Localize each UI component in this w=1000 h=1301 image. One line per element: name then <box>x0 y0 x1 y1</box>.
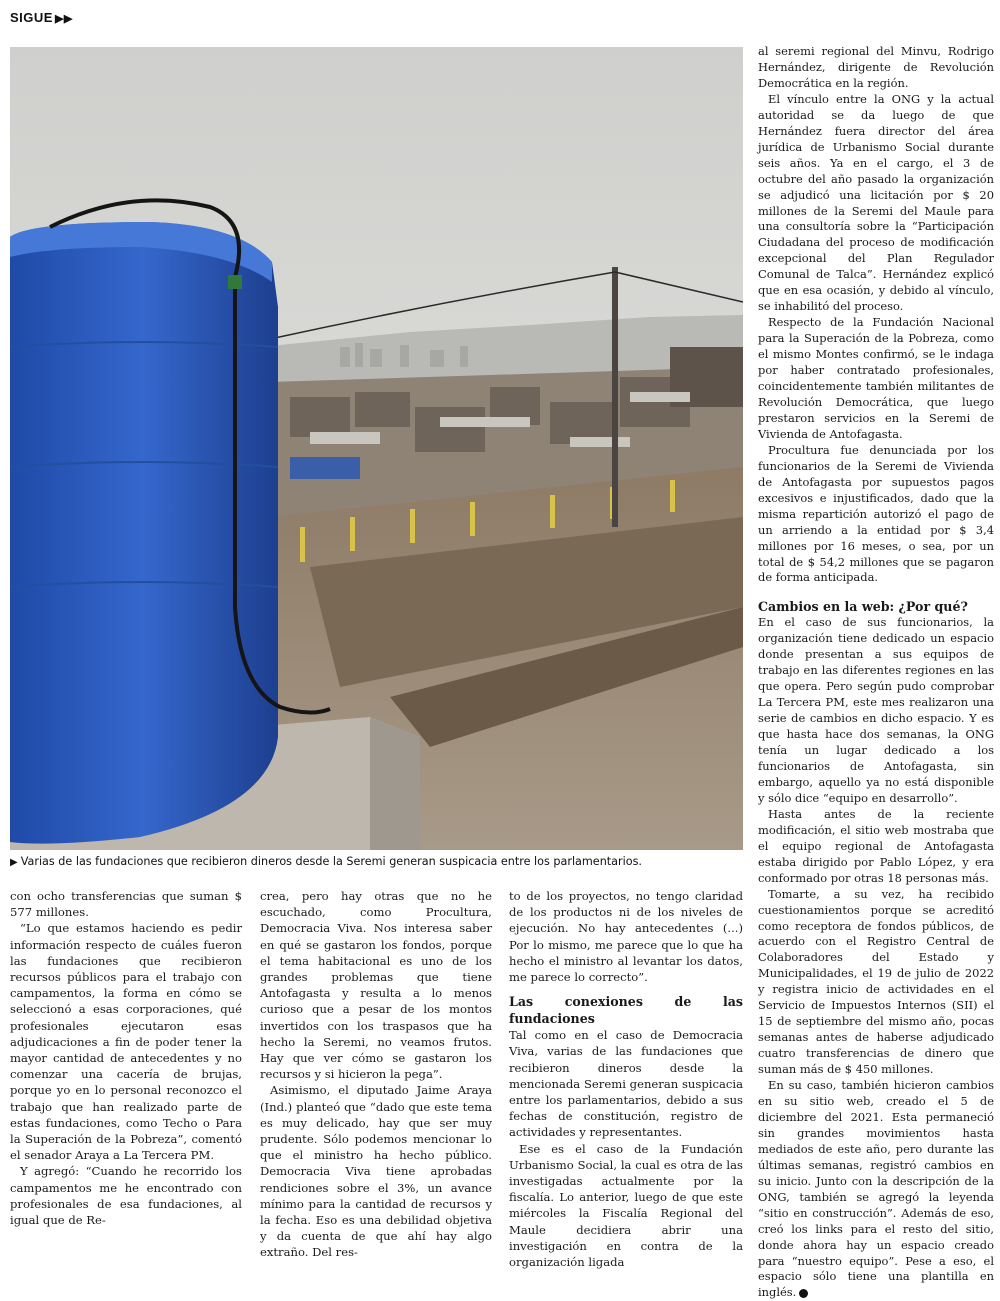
paragraph: Tomarte, a su vez, ha recibido cuestionamientos porque se acreditó como receptora de fondos públicos, de acuerdo con el Registro Central de Colaboradores del Estado y Municipalidades, el 19 de julio de 2022 y registra inicio de actividades en el Servicio de Impuestos Internos (SII) el 15 de septiembre del mismo año, pocas semanas antes de haberse adjudicado cuatro transferencias de dinero que suman más de $ 450 millones. <box>758 886 994 1077</box>
double-arrow-icon: ▶▶ <box>54 13 73 25</box>
paragraph: Procultura fue denunciada por los funcionarios de la Seremi de Vivienda de Antofagasta por supuestos pagos excesivos e injustificados, dado que la misma repartición autorizó el pago de un arriendo a la entidad por $ 3,4 millones por 16 meses, o sea, por un total de $ 54,2 millones que se pagaron de forma anticipada. <box>758 442 994 585</box>
paragraph: Respecto de la Fundación Nacional para la Superación de la Pobreza, como el mismo Montes confirmó, se le indaga por haber contratado profesionales, coincidentemente también militantes de Revolución Democrática, que luego prestaron servicios en la Seremi de Vivienda de Antofagasta. <box>758 315 994 441</box>
section-label <box>10 10 73 25</box>
paragraph: Tal como en el caso de Democracia Viva, varias de las fundaciones que recibieron dineros desde la mencionada Seremi generan suspicacia entre los parlamentarios, debido a sus fechas de constitución, registro de actividades y representantes. <box>509 1028 743 1140</box>
paragraph: con ocho transferencias que suman $ 577 millones. <box>10 889 242 920</box>
photo-caption <box>10 855 745 870</box>
paragraph-text: En su caso, también hicieron cambios en su sitio web, creado el 5 de diciembre del 2021. Esta permaneció sin grandes movimientos hasta mediados de este año, pero durante las últimas semanas, registró cambios en su inicio. Junto con la descripción de la ONG, también se agregó la leyenda “sitio en construcción”. Además de eso, creó los links para el resto del sitio, donde ahora hay un espacio creado para “nuestro equipo”. Pese a eso, el espacio sólo tiene una plantilla en inglés. <box>758 1078 994 1300</box>
paragraph <box>758 1078 994 1301</box>
water-tank-slum-illustration <box>10 47 743 850</box>
paragraph: El vínculo entre la ONG y la actual autoridad se da luego de que Hernández fuera director del área jurídica de Urbanismo Social durante seis años. Ya en el cargo, el 3 de octubre del año pasado la organización se adjudicó una licitación por $ 20 millones de la Seremi del Maule para una consultoría sobre la “Participación Ciudadana del proceso de modificación excepcional del Plan Regulador Comunal de Talca”. Hernández explicó que en esa ocasión, y debido al vínculo, se inhabilitó del proceso. <box>758 91 994 314</box>
paragraph: al seremi regional del Minvu, Rodrigo Hernández, dirigente de Revolución Democrática en la región. <box>758 44 994 90</box>
article-photo <box>10 47 743 850</box>
photo-caption-text: Varias de las fundaciones que recibieron dineros desde la Seremi generan suspicacia entre los parlamentarios. <box>20 855 642 868</box>
paragraph: Hasta antes de la reciente modificación, el sitio web mostraba que el equipo regional de Antofagasta estaba dirigido por Pablo López, y era conformado por otras 18 personas más. <box>758 806 994 885</box>
column-4 <box>758 44 994 1301</box>
paragraph: to de los proyectos, no tengo claridad de los productos ni de los niveles de ejecución. No hay antecedentes (...) Por lo mismo, me parece que lo que ha hecho el ministro al levantar los datos, me parece lo correcto”. <box>509 889 743 985</box>
subhead: Las conexiones de las fundaciones <box>509 994 743 1027</box>
column-1 <box>10 888 242 1228</box>
triangle-right-icon: ▶ <box>10 857 18 868</box>
paragraph: “Lo que estamos haciendo es pedir información respecto de cuáles fueron las fundaciones que recibieron recursos públicos para el trabajo con campamentos, la forma en cómo se seleccionó a esas corporaciones, qué profesionales ejecutaron esas adjudicaciones a fin de poder tener la mayor cantidad de antecedentes y no comenzar una cacería de brujas, porque yo en lo personal reconozco el trabajo que han realizado parte de estas fundaciones, como Techo o Para la Superación de la Pobreza”, comentó el senador Araya a La Tercera PM. <box>10 921 242 1163</box>
paragraph: En el caso de sus funcionarios, la organización tiene dedicado un espacio donde presentan a sus equipos de trabajo en las diferentes regiones en las que opera. Pero según pudo comprobar La Tercera PM, este mes realizaron una serie de cambios en dicho espacio. Y es que hasta hace dos semanas, la ONG tenía un lugar dedicado a los funcionarios de Antofagasta, sin embargo, aquello ya no está disponible y sólo dice “equipo en desarrollo”. <box>758 615 994 805</box>
dot-icon <box>799 1289 808 1298</box>
column-3 <box>509 888 743 1270</box>
paragraph: Y agregó: “Cuando he recorrido los campamentos me he encontrado con profesionales de esa fundaciones, al igual que de Re- <box>10 1164 242 1228</box>
section-label-text: SIGUE <box>10 10 53 25</box>
paragraph: Asimismo, el diputado Jaime Araya (Ind.) planteó que “dado que este tema es muy delicado, hay que ser muy prudente. Sólo podemos mencionar lo que el ministro ha hecho público. Democracia Viva tiene aprobadas rendiciones sobre el 3%, un avance mínimo para la cantidad de recursos y la fecha. Eso es una debilidad objetiva y da cuenta de que ahí hay algo extraño. Del res- <box>260 1083 492 1260</box>
paragraph: crea, pero hay otras que no he escuchado, como Procultura, Democracia Viva. Nos interesa saber en qué se gastaron los fondos, porque el tema habitacional es uno de los grandes problemas que tiene Antofagasta y resulta a lo menos curioso que a pesar de los montos invertidos con los traspasos que ha hecho la Seremi, no veamos frutos. Hay que ver cómo se gastaron los recursos y si hicieron la pega”. <box>260 889 492 1082</box>
subhead: Cambios en la web: ¿Por qué? <box>758 599 968 615</box>
column-2 <box>260 888 492 1261</box>
paragraph: Ese es el caso de la Fundación Urbanismo Social, la cual es otra de las investigadas actualmente por la fiscalía. Lo anterior, luego de que este miércoles la Fiscalía Regional del Maule decidiera abrir una investigación en contra de la organización ligada <box>509 1141 743 1270</box>
